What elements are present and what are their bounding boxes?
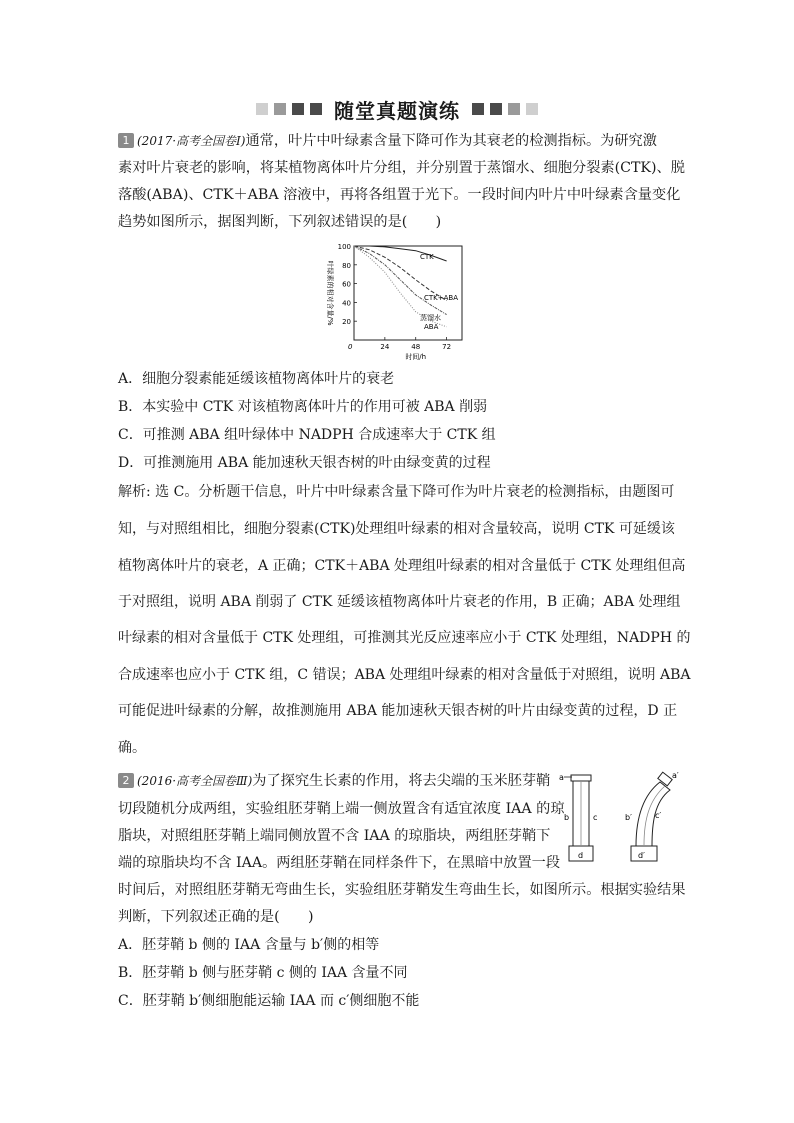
label-a-prime: a′ xyxy=(672,771,679,780)
q1-analysis-line-3: 植物离体叶片的衰老，A 正确；CTK＋ABA 处理组叶绿素的相对含量低于 CTK 处理组但高 xyxy=(118,558,686,574)
q1-line-4: 趋势如图所示，据图判断，下列叙述错误的是( ) xyxy=(118,214,442,230)
section-title: 随堂真题演练 xyxy=(334,98,460,123)
q1-analysis-line-2: 知，与对照组相比，细胞分裂素(CTK)处理组叶绿素的相对含量较高，说明 CTK 可延缓该 xyxy=(118,521,675,537)
q1-analysis-line-5: 叶绿素的相对含量低于 CTK 处理组，可推测其光反应速率应小于 CTK 处理组，NADPH 的 xyxy=(118,630,691,646)
banner-square xyxy=(526,103,538,115)
q2-line-1 xyxy=(118,770,550,790)
y-tick-label: 80 xyxy=(342,261,351,270)
y-tick-label: 60 xyxy=(342,280,351,289)
banner-square xyxy=(472,103,484,115)
y-axis-label: 叶绿素的相对含量/% xyxy=(326,260,334,326)
q2-line-4: 端的琼脂块均不含 IAA。两组胚芽鞘在同样条件下，在黑暗中放置一段 xyxy=(118,855,561,871)
q1-option-c: C．可推测 ABA 组叶绿体中 NADPH 合成速率大于 CTK 组 xyxy=(118,427,496,443)
label-a: a xyxy=(559,773,564,782)
coleoptile-bent xyxy=(636,782,670,846)
label-d: d xyxy=(578,851,584,860)
question-source: (2016·高考全国卷Ⅲ) xyxy=(137,774,253,788)
q1-option-a: A．细胞分裂素能延缓该植物离体叶片的衰老 xyxy=(118,371,395,387)
series-label: CTK xyxy=(420,253,434,261)
banner-square xyxy=(508,103,520,115)
x-tick-label: 24 xyxy=(380,343,390,351)
question-number-badge: 2 xyxy=(118,773,134,788)
y-tick-label: 20 xyxy=(342,318,351,327)
q2-option-b: B．胚芽鞘 b 侧与胚芽鞘 c 侧的 IAA 含量不同 xyxy=(118,965,408,981)
q1-analysis-line-1: 解析: 选 C。分析题干信息，叶片中叶绿素含量下降可作为叶片衰老的检测指标，由题图可 xyxy=(118,484,675,500)
banner-square xyxy=(490,103,502,115)
q1-line-2: 素对叶片衰老的影响，将某植物离体叶片分组，并分别置于蒸馏水、细胞分裂素(CTK)、脱 xyxy=(118,160,685,176)
question-source: (2017·高考全国卷Ⅰ) xyxy=(137,134,246,148)
y-tick-label: 100 xyxy=(337,243,351,251)
q1-option-d: D．可推测施用 ABA 能加速秋天银杏树的叶由绿变黄的过程 xyxy=(118,455,491,471)
plot-frame xyxy=(354,246,462,340)
agar-block-a xyxy=(571,775,591,781)
y-tick-label: 40 xyxy=(342,299,351,308)
q2-stem-text: 为了探究生长素的作用，将去尖端的玉米胚芽鞘 xyxy=(252,773,551,789)
q2-option-c: C．胚芽鞘 b′侧细胞能运输 IAA 而 c′侧细胞不能 xyxy=(118,993,420,1009)
series-label: CTK+ABA xyxy=(424,294,458,302)
q1-analysis-line-6: 合成速率也应小于 CTK 组，C 错误；ABA 处理组叶绿素的相对含量低于对照组，说明 ABA xyxy=(118,667,691,683)
q2-line-6: 判断，下列叙述正确的是( ) xyxy=(118,909,314,925)
q1-analysis-line-8: 确。 xyxy=(118,740,146,756)
q2-line-2: 切段随机分成两组，实验组胚芽鞘上端一侧放置含有适宜浓度 IAA 的琼 xyxy=(118,801,565,817)
banner-square xyxy=(310,103,322,115)
q2-line-3: 脂块，对照组胚芽鞘上端同侧放置不含 IAA 的琼脂块，两组胚芽鞘下 xyxy=(118,828,551,844)
q1-analysis-line-4: 于对照组，说明 ABA 削弱了 CTK 延缓该植物离体叶片衰老的作用，B 正确；ABA 处理组 xyxy=(118,594,681,610)
x-tick-label: 72 xyxy=(442,343,452,351)
q1-line-3: 落酸(ABA)、CTK＋ABA 溶液中，再将各组置于光下。一段时间内叶片中叶绿素含量变化 xyxy=(118,187,681,203)
series-label: 蒸馏水 xyxy=(420,314,441,322)
label-b: b xyxy=(564,813,570,822)
question-number-badge: 1 xyxy=(118,133,134,148)
origin-label: 0 xyxy=(348,343,353,351)
q1-stem-text: 通常，叶片中叶绿素含量下降可作为其衰老的检测指标。为研究激 xyxy=(245,133,657,149)
q2-line-5: 时间后，对照组胚芽鞘无弯曲生长，实验组胚芽鞘发生弯曲生长，如图所示。根据实验结果 xyxy=(118,882,686,898)
banner-square xyxy=(256,103,268,115)
chlorophyll-line-chart xyxy=(316,238,476,364)
q2-option-a: A．胚芽鞘 b 侧的 IAA 含量与 b′侧的相等 xyxy=(118,937,380,953)
banner-square xyxy=(274,103,286,115)
section-banner xyxy=(0,96,794,122)
banner-square xyxy=(292,103,304,115)
coleoptile-figure xyxy=(556,770,686,866)
series-label: ABA xyxy=(424,323,439,331)
label-c-prime: c′ xyxy=(655,811,662,820)
q1-analysis-line-7: 可能促进叶绿素的分解，故推测施用 ABA 能加速秋天银杏树的叶片由绿变黄的过程，D 正 xyxy=(118,703,678,719)
x-axis-label: 时间/h xyxy=(405,353,427,361)
q1-line-1 xyxy=(118,130,657,150)
label-d-prime: d′ xyxy=(638,851,645,860)
x-tick-label: 48 xyxy=(411,343,421,351)
label-b-prime: b′ xyxy=(625,813,632,822)
label-c: c xyxy=(593,813,598,822)
q1-option-b: B．本实验中 CTK 对该植物离体叶片的作用可被 ABA 削弱 xyxy=(118,399,488,415)
